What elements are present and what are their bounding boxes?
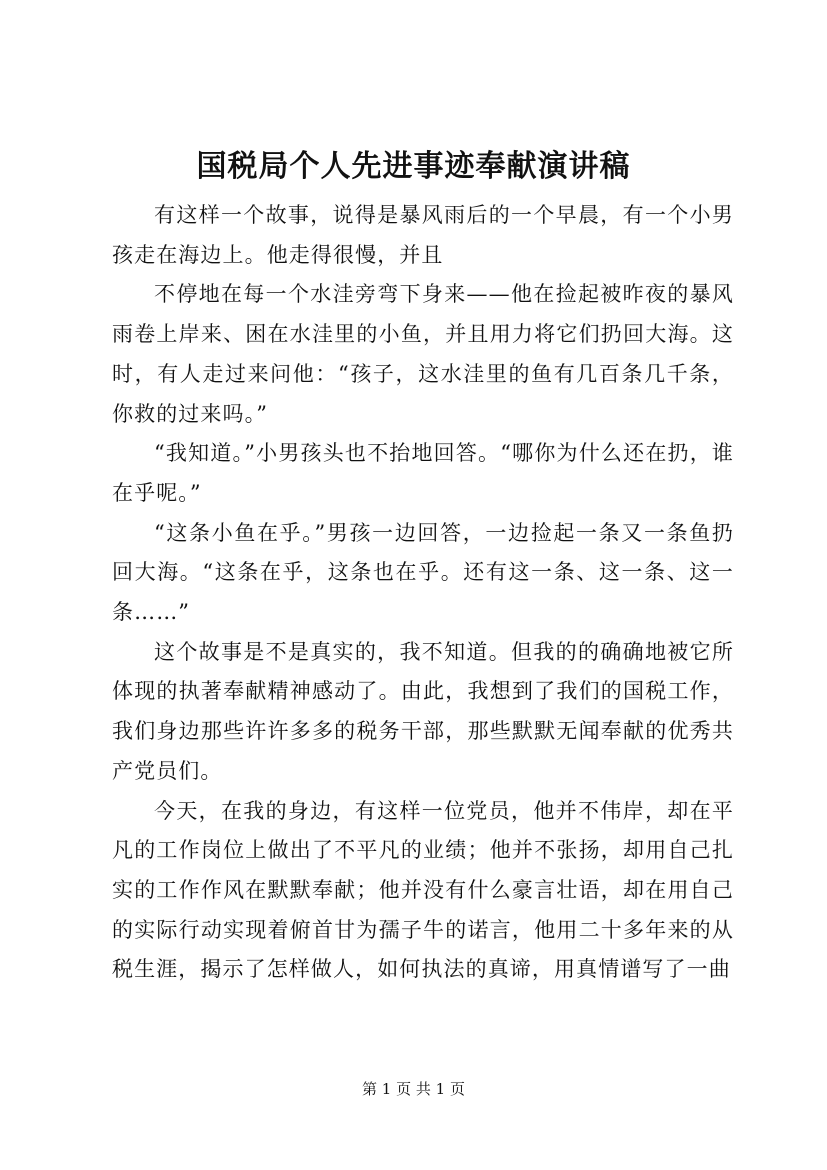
paragraph: “这条小鱼在乎。”男孩一边回答，一边捡起一条又一条鱼扔回大海。“这条在乎，这条也在乎。还有这一条、这一条、这一条……”: [112, 520, 734, 625]
paragraph: 这个故事是不是真实的，我不知道。但我的的确确地被它所体现的执著奉献精神感动了。由此，我想到了我们的国税工作，我们身边那些许许多多的税务干部，那些默默无闻奉献的优秀共产党员们。: [112, 639, 734, 783]
paragraph: “我知道。”小男孩头也不抬地回答。“哪你为什么还在扔，谁在乎呢。”: [112, 441, 734, 505]
document-body: [112, 196, 734, 990]
document-title: 国税局个人先进事迹奉献演讲稿: [196, 149, 631, 184]
page-number-footer: 第 1 页 共 1 页: [362, 1080, 465, 1098]
paragraph: 不停地在每一个水洼旁弯下身来——他在捡起被昨夜的暴风雨卷上岸来、困在水洼里的小鱼，并且用力将它们扔回大海。这时，有人走过来问他：“孩子，这水洼里的鱼有几百条几千条，你救的过来吗。”: [112, 282, 734, 426]
paragraph: 今天，在我的身边，有这样一位党员，他并不伟岸，却在平凡的工作岗位上做出了不平凡的业绩；他并不张扬，却用自己扎实的工作作风在默默奉献；他并没有什么豪言壮语，却在用自己的实际行动实现着俯首甘为孺子牛的诺言，他用二十多年来的从税生涯，揭示了怎样做人，如何执法的真谛，用真情谱写了一曲: [112, 798, 734, 982]
paragraph: 有这样一个故事，说得是暴风雨后的一个早晨，有一个小男孩走在海边上。他走得很慢，并且: [112, 203, 734, 267]
